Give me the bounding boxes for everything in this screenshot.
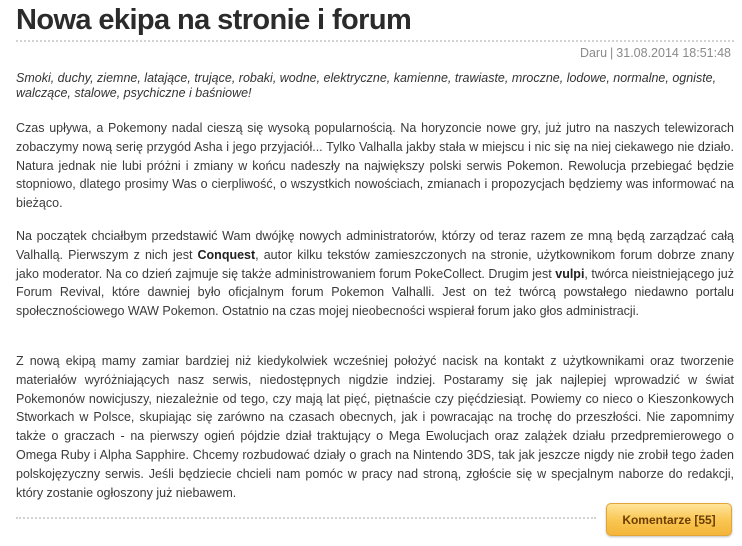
article-paragraph-3: Z nową ekipą mamy zamiar bardziej niż kiedykolwiek wcześniej położyć nacisk na kontakt z użytkownikami oraz tworzenie materiałów wyróżniających nasz serwis, niedostępnych nigdzie indziej. Postaramy się jak najlepiej wprowadzić w świat Pokemonów nowicjuszy, niezależnie od tego, czy mają lat pięć, piętnaście czy pięćdziesiąt. Powiemy co nieco o Kieszonkowych Stworkach w Polsce, skupiając się zarówno na czasach obecnych, jak i powracając na trochę do przeszłości. Nie zapomnimy także o graczach - na pierwszy ogień pójdzie dział traktujący o Mega Ewolucjach oraz zalążek działu przedpremierowego o Omega Ruby i Alpha Sapphire. Chcemy rozbudować działy o grach na Nintendo 3DS, tak jak jeszcze nigdy nie zrobił tego żaden polskojęzyczny serwis. Jeśli będziecie chcieli nam pomóc w pracy nad stroną, zgłoście się w specjalnym naborze do redakcji, który zostanie ogłoszony już niebawem. — [16, 354, 734, 500]
article-lead: Smoki, duchy, ziemne, latające, trujące, robaki, wodne, elektryczne, kamienne, trawiaste, mroczne, lodowe, normalne, ogniste, walczące, stalowe, psychiczne i baśniowe! — [16, 71, 717, 100]
article-date: 31.08.2014 18:51:48 — [616, 46, 731, 60]
paragraph-2-text-a: Na początek chciałbym przedstawić Wam dwójkę nowych administratorów, którzy od teraz razem ze mną będą zarządzać całą Valhallą. Pierwszym z nich jest — [16, 229, 734, 262]
title-divider — [16, 40, 734, 42]
meta-separator: | — [610, 46, 614, 60]
article-meta — [580, 46, 731, 60]
admin-name-conquest: Conquest — [197, 247, 256, 262]
comments-button[interactable]: Komentarze [55] — [606, 503, 732, 536]
article-author: Daru — [579, 46, 608, 60]
article-paragraph-2 — [16, 227, 734, 321]
footer-divider — [16, 517, 596, 519]
article-title: Nowa ekipa na stronie i forum — [16, 4, 412, 36]
paragraph-2-text-b: , autor kilku tekstów zamieszczonych na stronie, użytkownikom forum dobrze znany jako moderator. Na co dzień zajmuje się także administrowaniem forum PokeCollect. Drugim jest — [16, 247, 734, 281]
admin-name-vulpi: vulpi — [555, 266, 585, 281]
article-paragraph-1: Czas upływa, a Pokemony nadal cieszą się wysoką popularnością. Na horyzoncie nowe gry, już jutro na naszych telewizorach zobaczymy nową serię przygód Asha i jego przyjaciół... Tylko Valhalla jakby stała w miejscu i nic się na niej ciekawego nie działo. Natura jednak nie lubi próżni i zmiany w końcu nadeszły na największy polski serwis Pokemon. Rewolucja przebiegać będzie stopniowo, dlatego prosimy Was o cierpliwość, o wszystkich nowościach, zmianach i propozycjach będziemy was informować na bieżąco. — [16, 121, 734, 211]
paragraph-2-text-c: , twórca nieistniejącego już Forum Revival, które dawniej było oficjalnym forum Pokemon Valhalli. Jest on też twórcą powstałego niedawno portalu społecznościowego WAW Pokemon. Ostatnio na czas mojej nieobecności wspierał forum jako głos administracji. — [16, 266, 734, 319]
